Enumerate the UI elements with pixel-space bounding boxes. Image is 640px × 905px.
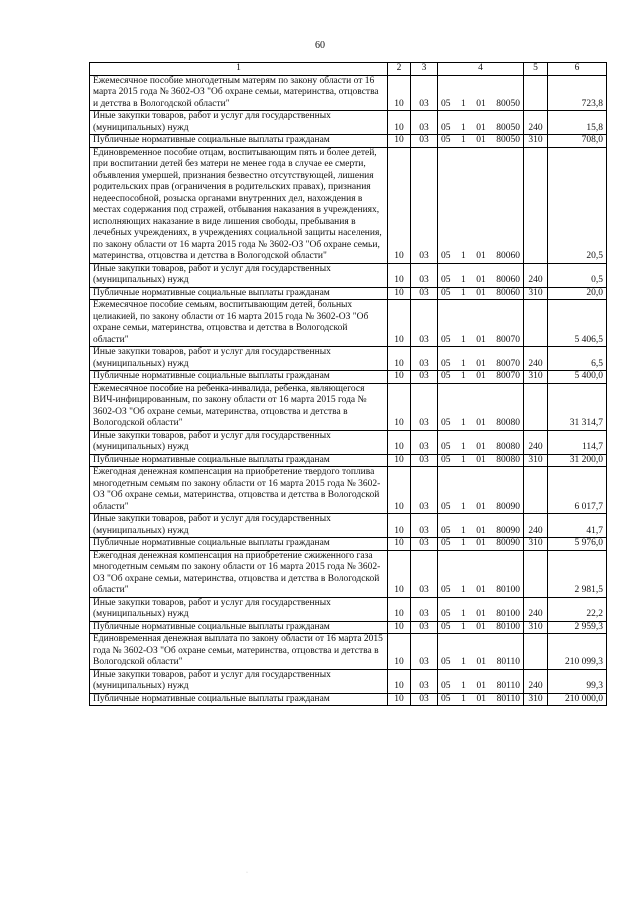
target-code-part: 01 xyxy=(476,609,486,619)
target-code-parts xyxy=(441,681,520,693)
row-amount: 41,7 xyxy=(548,514,607,538)
row-subsection: 03 xyxy=(411,467,438,514)
row-expense-type: 310 xyxy=(524,454,548,467)
row-expense-type: 240 xyxy=(524,669,548,693)
row-name: Публичные нормативные социальные выплаты гражданам xyxy=(90,287,388,300)
row-name: Публичные нормативные социальные выплаты гражданам xyxy=(90,454,388,467)
row-expense-type xyxy=(524,383,548,430)
target-code-part: 1 xyxy=(461,251,466,261)
row-target-code xyxy=(438,111,524,135)
table-row xyxy=(90,597,607,621)
row-amount: 6 017,7 xyxy=(548,467,607,514)
row-section: 10 xyxy=(388,347,411,371)
target-code-part: 80060 xyxy=(496,251,520,261)
row-section: 10 xyxy=(388,634,411,670)
table-row xyxy=(90,430,607,454)
target-code-part: 01 xyxy=(476,358,486,369)
target-code-parts xyxy=(441,335,520,347)
row-subsection: 03 xyxy=(411,597,438,621)
table-row xyxy=(90,263,607,287)
target-code-part: 05 xyxy=(441,525,451,536)
target-code-part: 05 xyxy=(441,98,451,109)
row-amount: 31 200,0 xyxy=(548,454,607,467)
row-subsection: 03 xyxy=(411,514,438,538)
target-code-part: 05 xyxy=(441,681,451,691)
scan-mark: · xyxy=(246,870,248,876)
table-row xyxy=(90,454,607,467)
row-expense-type xyxy=(524,75,548,111)
row-target-code xyxy=(438,538,524,551)
row-subsection: 03 xyxy=(411,634,438,670)
target-code-part: 05 xyxy=(441,418,451,428)
target-code-part: 05 xyxy=(441,621,451,632)
target-code-parts xyxy=(441,585,520,597)
row-target-code xyxy=(438,634,524,670)
table-row xyxy=(90,538,607,551)
row-amount: 2 981,5 xyxy=(548,550,607,597)
target-code-parts xyxy=(441,288,520,300)
row-name: Публичные нормативные социальные выплаты гражданам xyxy=(90,538,388,551)
target-code-part: 80110 xyxy=(496,657,520,667)
target-code-part: 01 xyxy=(476,525,486,536)
target-code-part: 05 xyxy=(441,609,451,619)
row-name: Иные закупки товаров, работ и услуг для государственных (муниципальных) нужд xyxy=(90,597,388,621)
target-code-parts xyxy=(441,502,520,514)
row-expense-type xyxy=(524,634,548,670)
row-name: Ежемесячное пособие многодетным матерям по закону области от 16 марта 2015 года № 3602-ОЗ "Об охране семьи, материнства, отцовства и детства в Вологодской области" xyxy=(90,75,388,111)
table-row xyxy=(90,467,607,514)
row-subsection: 03 xyxy=(411,550,438,597)
target-code-part: 01 xyxy=(476,122,486,133)
row-section: 10 xyxy=(388,371,411,384)
target-code-part: 05 xyxy=(441,657,451,667)
row-subsection: 03 xyxy=(411,383,438,430)
target-code-part: 1 xyxy=(461,135,466,145)
row-target-code xyxy=(438,135,524,148)
row-name: Иные закупки товаров, работ и услуг для государственных (муниципальных) нужд xyxy=(90,669,388,693)
row-amount: 114,7 xyxy=(548,430,607,454)
row-subsection: 03 xyxy=(411,287,438,300)
target-code-part: 05 xyxy=(441,538,451,548)
row-target-code xyxy=(438,550,524,597)
row-target-code xyxy=(438,300,524,347)
row-name: Единовременное пособие отцам, воспитывающим пять и более детей, при воспитании детей без матери не менее года в случае ее смерти, объявления умершей, признания безвестно отсутствующей, лишения родительских прав (ограничения в родительских правах), признания недееспособной, розыска органами внутренних дел, нахождения в местах содержания под стражей, отбывания наказания в учреждениях, исполняющих наказание в виде лишения свободы, пребывания в лечебных учреждениях, в учреждениях социальной защиты населения, по закону области от 16 марта 2015 года № 3602-ОЗ "Об охране семьи, материнства, отцовства и детства в Вологодской области" xyxy=(90,147,388,263)
row-expense-type: 310 xyxy=(524,538,548,551)
target-code-part: 01 xyxy=(476,418,486,428)
target-code-part: 01 xyxy=(476,135,486,145)
row-amount: 99,3 xyxy=(548,669,607,693)
target-code-part: 80100 xyxy=(496,585,520,595)
row-expense-type: 310 xyxy=(524,693,548,706)
target-code-part: 1 xyxy=(461,371,466,381)
target-code-part: 01 xyxy=(476,585,486,595)
row-subsection: 03 xyxy=(411,75,438,111)
row-expense-type: 240 xyxy=(524,111,548,135)
target-code-parts xyxy=(441,99,520,111)
row-name: Публичные нормативные социальные выплаты гражданам xyxy=(90,135,388,148)
target-code-part: 05 xyxy=(441,334,451,345)
target-code-part: 01 xyxy=(476,275,486,285)
row-name: Публичные нормативные социальные выплаты гражданам xyxy=(90,693,388,706)
target-code-part: 1 xyxy=(461,609,466,619)
row-target-code xyxy=(438,383,524,430)
row-section: 10 xyxy=(388,383,411,430)
target-code-part: 01 xyxy=(476,681,486,691)
target-code-part: 1 xyxy=(461,585,466,595)
row-subsection: 03 xyxy=(411,111,438,135)
row-amount: 210 000,0 xyxy=(548,693,607,706)
table-row xyxy=(90,669,607,693)
row-amount: 15,8 xyxy=(548,111,607,135)
target-code-part: 01 xyxy=(476,98,486,109)
row-name: Иные закупки товаров, работ и услуг для государственных (муниципальных) нужд xyxy=(90,263,388,287)
row-target-code xyxy=(438,371,524,384)
page-number: 60 xyxy=(315,40,325,51)
row-expense-type: 240 xyxy=(524,263,548,287)
target-code-part: 1 xyxy=(461,334,466,345)
row-amount: 708,0 xyxy=(548,135,607,148)
target-code-part: 1 xyxy=(461,681,466,691)
target-code-part: 80050 xyxy=(496,98,520,109)
row-section: 10 xyxy=(388,135,411,148)
target-code-part: 1 xyxy=(461,538,466,548)
header-col-1: 1 xyxy=(90,63,388,76)
target-code-part: 01 xyxy=(476,693,486,704)
row-target-code xyxy=(438,430,524,454)
target-code-part: 05 xyxy=(441,371,451,381)
row-section: 10 xyxy=(388,467,411,514)
target-code-parts xyxy=(441,371,520,383)
target-code-parts xyxy=(441,123,520,135)
header-col-3: 3 xyxy=(411,63,438,76)
target-code-part: 80080 xyxy=(496,454,520,465)
row-target-code xyxy=(438,454,524,467)
row-amount: 5 976,0 xyxy=(548,538,607,551)
row-name: Иные закупки товаров, работ и услуг для государственных (муниципальных) нужд xyxy=(90,514,388,538)
row-name: Иные закупки товаров, работ и услуг для государственных (муниципальных) нужд xyxy=(90,430,388,454)
target-code-part: 05 xyxy=(441,358,451,369)
target-code-parts xyxy=(441,359,520,371)
target-code-part: 01 xyxy=(476,538,486,548)
target-code-part: 01 xyxy=(476,251,486,261)
row-expense-type: 310 xyxy=(524,371,548,384)
target-code-part: 01 xyxy=(476,442,486,452)
table-row xyxy=(90,621,607,634)
header-col-4: 4 xyxy=(438,63,524,76)
target-code-part: 80060 xyxy=(496,275,520,285)
row-subsection: 03 xyxy=(411,300,438,347)
row-target-code xyxy=(438,147,524,263)
target-code-part: 05 xyxy=(441,501,451,512)
row-section: 10 xyxy=(388,550,411,597)
target-code-part: 05 xyxy=(441,275,451,285)
row-amount: 5 400,0 xyxy=(548,371,607,384)
target-code-part: 80070 xyxy=(496,334,520,345)
table-row xyxy=(90,300,607,347)
row-subsection: 03 xyxy=(411,693,438,706)
target-code-part: 1 xyxy=(461,693,466,704)
target-code-part: 80070 xyxy=(496,371,520,381)
row-subsection: 03 xyxy=(411,430,438,454)
table-row xyxy=(90,135,607,148)
row-section: 10 xyxy=(388,693,411,706)
row-subsection: 03 xyxy=(411,147,438,263)
row-name: Иные закупки товаров, работ и услуг для государственных (муниципальных) нужд xyxy=(90,347,388,371)
target-code-part: 80080 xyxy=(496,418,520,428)
target-code-part: 05 xyxy=(441,122,451,133)
row-amount: 20,5 xyxy=(548,147,607,263)
table-row xyxy=(90,287,607,300)
target-code-part: 80110 xyxy=(496,681,520,691)
target-code-part: 1 xyxy=(461,621,466,632)
row-section: 10 xyxy=(388,287,411,300)
target-code-part: 05 xyxy=(441,585,451,595)
target-code-parts xyxy=(441,526,520,538)
target-code-part: 1 xyxy=(461,657,466,667)
table-row xyxy=(90,693,607,706)
target-code-part: 1 xyxy=(461,442,466,452)
target-code-part: 1 xyxy=(461,454,466,465)
row-section: 10 xyxy=(388,430,411,454)
row-expense-type: 240 xyxy=(524,514,548,538)
target-code-parts xyxy=(441,135,520,147)
row-subsection: 03 xyxy=(411,347,438,371)
row-section: 10 xyxy=(388,75,411,111)
table-row xyxy=(90,634,607,670)
target-code-parts xyxy=(441,538,520,550)
target-code-part: 05 xyxy=(441,251,451,261)
row-target-code xyxy=(438,287,524,300)
target-code-part: 1 xyxy=(461,122,466,133)
row-expense-type xyxy=(524,550,548,597)
target-code-parts xyxy=(441,418,520,430)
target-code-part: 80100 xyxy=(496,621,520,632)
table-row xyxy=(90,147,607,263)
row-section: 10 xyxy=(388,514,411,538)
target-code-parts xyxy=(441,251,520,263)
row-section: 10 xyxy=(388,538,411,551)
target-code-part: 80090 xyxy=(496,525,520,536)
row-expense-type: 310 xyxy=(524,135,548,148)
table-body xyxy=(90,63,607,706)
target-code-part: 80090 xyxy=(496,501,520,512)
row-section: 10 xyxy=(388,111,411,135)
row-target-code xyxy=(438,693,524,706)
row-subsection: 03 xyxy=(411,538,438,551)
row-target-code xyxy=(438,347,524,371)
row-amount: 20,0 xyxy=(548,287,607,300)
row-amount: 31 314,7 xyxy=(548,383,607,430)
row-subsection: 03 xyxy=(411,621,438,634)
row-expense-type: 310 xyxy=(524,621,548,634)
target-code-parts xyxy=(441,694,520,706)
target-code-part: 01 xyxy=(476,657,486,667)
row-target-code xyxy=(438,75,524,111)
row-subsection: 03 xyxy=(411,669,438,693)
target-code-parts xyxy=(441,609,520,621)
target-code-part: 05 xyxy=(441,135,451,145)
row-amount: 5 406,5 xyxy=(548,300,607,347)
row-target-code xyxy=(438,514,524,538)
target-code-part: 05 xyxy=(441,454,451,465)
row-name: Публичные нормативные социальные выплаты гражданам xyxy=(90,621,388,634)
target-code-part: 01 xyxy=(476,287,486,298)
row-name: Ежемесячное пособие на ребенка-инвалида, ребенка, являющегося ВИЧ-инфицированным, по закону области от 16 марта 2015 года № 3602-ОЗ "Об охране семьи, материнства, отцовства и детства в Вологодской области" xyxy=(90,383,388,430)
row-amount: 22,2 xyxy=(548,597,607,621)
row-amount: 723,8 xyxy=(548,75,607,111)
header-col-2: 2 xyxy=(388,63,411,76)
row-expense-type xyxy=(524,147,548,263)
row-section: 10 xyxy=(388,597,411,621)
row-section: 10 xyxy=(388,147,411,263)
row-target-code xyxy=(438,467,524,514)
row-name: Ежегодная денежная компенсация на приобретение твердого топлива многодетным семьям по закону области от 16 марта 2015 года № 3602-ОЗ "Об охране семьи, материнства, отцовства и детства в Вологодской области" xyxy=(90,467,388,514)
target-code-part: 1 xyxy=(461,287,466,298)
table-row xyxy=(90,111,607,135)
row-name: Ежемесячное пособие семьям, воспитывающим детей, больных целиакией, по закону области от 16 марта 2015 года № 3602-ОЗ "Об охране семьи, материнства, отцовства и детства в Вологодской области" xyxy=(90,300,388,347)
row-subsection: 03 xyxy=(411,135,438,148)
target-code-part: 1 xyxy=(461,98,466,109)
row-section: 10 xyxy=(388,300,411,347)
row-target-code xyxy=(438,621,524,634)
target-code-part: 01 xyxy=(476,501,486,512)
row-name: Иные закупки товаров, работ и услуг для государственных (муниципальных) нужд xyxy=(90,111,388,135)
target-code-parts xyxy=(441,455,520,467)
row-expense-type: 240 xyxy=(524,347,548,371)
target-code-part: 80110 xyxy=(496,693,520,704)
table-row xyxy=(90,550,607,597)
table-row xyxy=(90,347,607,371)
target-code-parts xyxy=(441,622,520,634)
budget-table xyxy=(89,62,607,706)
row-target-code xyxy=(438,263,524,287)
target-code-part: 80050 xyxy=(496,135,520,145)
target-code-part: 1 xyxy=(461,275,466,285)
target-code-part: 80050 xyxy=(496,122,520,133)
row-name: Публичные нормативные социальные выплаты гражданам xyxy=(90,371,388,384)
target-code-part: 80080 xyxy=(496,442,520,452)
target-code-part: 01 xyxy=(476,334,486,345)
row-expense-type: 240 xyxy=(524,430,548,454)
target-code-part: 1 xyxy=(461,525,466,536)
row-amount: 2 959,3 xyxy=(548,621,607,634)
row-expense-type: 310 xyxy=(524,287,548,300)
target-code-part: 01 xyxy=(476,371,486,381)
row-target-code xyxy=(438,597,524,621)
row-target-code xyxy=(438,669,524,693)
header-col-5: 5 xyxy=(524,63,548,76)
row-subsection: 03 xyxy=(411,371,438,384)
target-code-part: 80100 xyxy=(496,609,520,619)
target-code-parts xyxy=(441,275,520,287)
row-subsection: 03 xyxy=(411,454,438,467)
table-row xyxy=(90,75,607,111)
row-section: 10 xyxy=(388,263,411,287)
target-code-part: 1 xyxy=(461,501,466,512)
target-code-part: 80060 xyxy=(496,287,520,298)
row-expense-type xyxy=(524,467,548,514)
target-code-part: 80090 xyxy=(496,538,520,548)
row-amount: 0,5 xyxy=(548,263,607,287)
target-code-parts xyxy=(441,442,520,454)
row-amount: 210 099,3 xyxy=(548,634,607,670)
target-code-parts xyxy=(441,657,520,669)
target-code-part: 05 xyxy=(441,693,451,704)
table-header-row xyxy=(90,63,607,76)
table-row xyxy=(90,371,607,384)
header-col-6: 6 xyxy=(548,63,607,76)
row-expense-type xyxy=(524,300,548,347)
target-code-part: 1 xyxy=(461,418,466,428)
row-section: 10 xyxy=(388,454,411,467)
row-expense-type: 240 xyxy=(524,597,548,621)
target-code-part: 1 xyxy=(461,358,466,369)
target-code-part: 01 xyxy=(476,621,486,632)
row-amount: 6,5 xyxy=(548,347,607,371)
row-name: Единовременная денежная выплата по закону области от 16 марта 2015 года № 3602-ОЗ "Об охране семьи, материнства, отцовства и детства в Вологодской области" xyxy=(90,634,388,670)
row-subsection: 03 xyxy=(411,263,438,287)
table-row xyxy=(90,383,607,430)
target-code-part: 01 xyxy=(476,454,486,465)
table-row xyxy=(90,514,607,538)
row-section: 10 xyxy=(388,621,411,634)
target-code-part: 05 xyxy=(441,442,451,452)
target-code-part: 05 xyxy=(441,287,451,298)
target-code-part: 80070 xyxy=(496,358,520,369)
row-name: Ежегодная денежная компенсация на приобретение сжиженного газа многодетным семьям по закону области от 16 марта 2015 года № 3602-ОЗ "Об охране семьи, материнства, отцовства и детства в Вологодской области" xyxy=(90,550,388,597)
row-section: 10 xyxy=(388,669,411,693)
